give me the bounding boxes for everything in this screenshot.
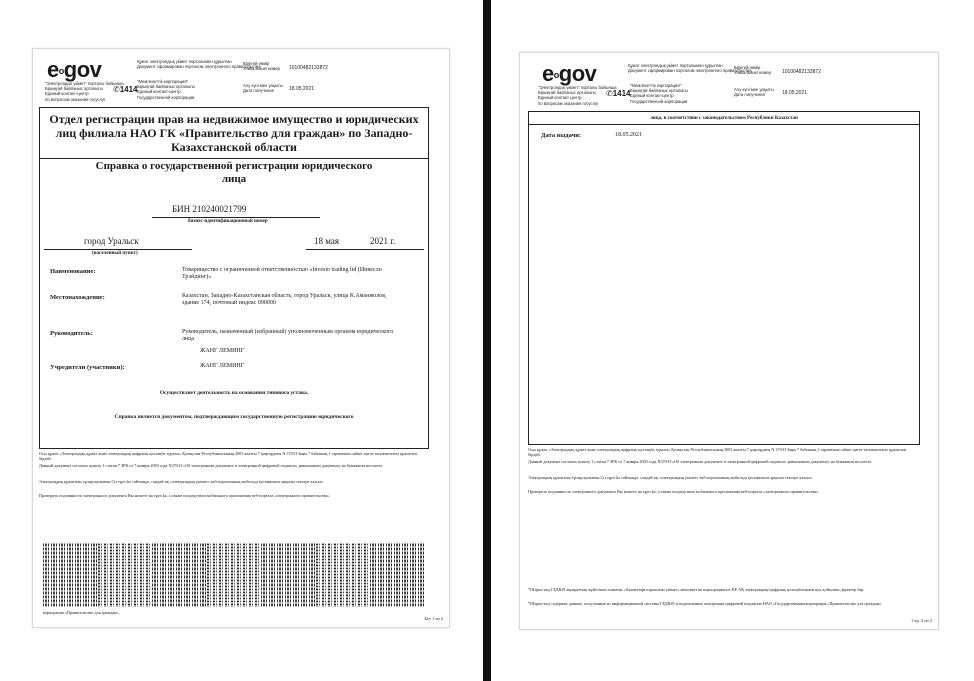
bin-rule: [152, 217, 320, 218]
header-contact-center: "Электрондық үкімет" порталы бойынша Бірыңғай байланыс орталығы Единый контакт-центр по вопросам оказания госуслуг: [538, 85, 617, 106]
footer-barcode-note-kz: *Штрих-код ГБДЮЛ ақпараттық жүйесінен алынған «Азаматтарға арналған үкімет» мемлекеттік корпорациясы» КЕ АҚ электрондық-цифрлық қолтаңбасымен қол қойылған деректер бар.: [528, 587, 865, 592]
footer-verify-ru: Проверить подлинность электронного документа Вы можете на egov.kz, а также посредством мобильного приложения веб-портала «электронного правительства».: [39, 493, 331, 498]
receipt-date-value: 18.05.2021: [782, 90, 808, 96]
footer-corporation: корпорация «Правительство для граждан».: [43, 610, 120, 615]
city-rule: [44, 249, 192, 250]
phone-1414-label: ✆1414: [113, 85, 138, 94]
head-label: Руководитель:: [50, 330, 93, 337]
continued-text: лица, в соответствии с законодательством Республики Казахстан: [650, 116, 798, 121]
page-header: [520, 53, 938, 106]
location-value: Казахстан, Западно-Казахстанская область, город Уральск, улица К.Аманжолов, здание 174, почтовый индекс 090000: [182, 293, 387, 307]
barcode-block: [316, 543, 371, 607]
name-value: Товарищество с ограниченной ответственностью «Invesio trading ltd (Инвесло Трэйдинг)»: [182, 267, 382, 281]
egov-logo: eogov: [47, 57, 102, 82]
date-rule: [306, 249, 424, 250]
issue-year: 2021 г.: [370, 236, 396, 246]
phone-icon: ✆: [606, 89, 613, 98]
page-header: [33, 49, 449, 102]
city-name: город Уральск: [84, 236, 139, 246]
top-rule: [529, 124, 919, 125]
footer-verify-kz: Электрондық құжаттың түпнұсқалығын Сіз egov.kz сайтында, сондай-ақ «электрондық үкімет» веб-порталының мобильді қосымшасы арқылы тексере аласыз.: [528, 475, 813, 480]
certificate-frame: [39, 107, 429, 449]
page-number: Бет 1 из 2: [424, 616, 443, 621]
document-page-2: [519, 52, 939, 630]
egov-logo: eogov: [542, 61, 597, 86]
name-label: Наименование:: [50, 268, 96, 275]
bin-caption: бизнес-идентификационный номер: [188, 219, 268, 224]
unique-number-label: Бірегей нөмір Уникальный номер: [734, 65, 772, 76]
unique-number-value: 10100482133872: [289, 65, 328, 71]
unique-number-value: 10100482133872: [782, 69, 821, 75]
2d-barcode-strip: [43, 543, 425, 607]
footer-legal-kz: Осы құжат «Электрондық құжат және электрондық цифрлық қолтаңба туралы» Қазақстан Республикасының 2003 жылғы 7 қаңтардағы N 370-II Заңы 7 бабының 1 тармағына сәйкес қағаз тасығыштағы құжатпен бірдей.: [528, 447, 906, 458]
department-title: Отдел регистрации прав на недвижимое имущество и юридических лиц филиала НАО ГК «Правительство для граждан» по Западно-Казахстанской области: [49, 112, 419, 154]
header-gov-corp: "Мемлекеттік корпорация" Бірыңғай байланыс орталығы Единый контакт-центр Государственной корпорации: [137, 79, 195, 100]
activity-note: Осуществляет деятельность на основании типового устава.: [159, 390, 309, 396]
founders-name: ЖАНГ ЛЕМИНГ: [200, 363, 245, 369]
footer-verify-ru: Проверить подлинность электронного документа Вы можете на egov.kz, а также посредством мобильного приложения веб-портала «электронного правительства».: [528, 489, 820, 494]
center-divider: [483, 0, 491, 681]
head-value: Руководитель, назначенный (избранный) уполномоченным органом юридического лица: [182, 329, 394, 343]
footer-barcode-note-ru: *Штрих-код содержит данные, полученные из информационной системы ГБДЮЛ и подписанные электронно-цифровой подписью НАО «Государственная корпорация «Правительство для граждан».: [528, 601, 883, 606]
issue-date-label: Дата выдачи:: [541, 132, 582, 139]
footer-verify-kz: Электрондық құжаттың түпнұсқалығын Сіз egov.kz сайтында, сондай-ақ «электрондық үкімет» веб-порталының мобильді қосымшасы арқылы тексере аласыз.: [39, 479, 324, 484]
header-portal-note: Құжат электрондық үкімет порталымен құрылған Документ сформирован порталом электронного правительства: [137, 59, 261, 70]
page-number: Стр. 2 из 2: [911, 618, 932, 623]
barcode-block: [207, 543, 262, 607]
header-gov-corp: "Мемлекеттік корпорация" Бірыңғай байланыс орталығы Единый контакт-центр Государственной корпорации: [630, 83, 688, 104]
founders-label: Учредители (участники):: [50, 364, 125, 371]
phone-1414-label: ✆1414: [606, 89, 631, 98]
receipt-date-label: Алу күні мен уақыты Дата получения: [243, 83, 283, 94]
title-rule: [40, 158, 428, 159]
certificate-title: Справка о государственной регистрации юридического лица: [95, 160, 373, 185]
document-page-1: [32, 48, 450, 628]
barcode-block: [43, 543, 98, 607]
issue-date-value: 18.05.2021: [615, 132, 642, 138]
footer-legal-ru: Данный документ согласно пункту 1 статьи 7 ЗРК от 7 января 2003 года N370-II «Об электронном документе и электронной цифровой подписи» равнозначен документу на бумажном носителе.: [39, 463, 384, 468]
footer-legal-kz: Осы құжат «Электрондық құжат және электрондық цифрлық қолтаңба туралы» Қазақстан Республикасының 2003 жылғы 7 қаңтардағы N 370-II Заңы 7 бабының 1 тармағына сәйкес қағаз тасығыштағы құжатпен бірдей.: [39, 451, 417, 462]
barcode-block: [261, 543, 316, 607]
unique-number-label: Бірегей нөмір Уникальный номер: [243, 61, 281, 72]
header-contact-center: "Электрондық үкімет" порталы бойынша Бірыңғай байланыс орталығы Единый контакт-центр по вопросам оказания госуслуг: [45, 81, 124, 102]
document-note: Справка является документом, подтверждающим государственную регистрацию юридического: [114, 414, 354, 420]
barcode-block: [152, 543, 207, 607]
location-label: Местонахождение:: [50, 294, 105, 301]
certificate-frame: [528, 111, 920, 445]
barcode-block: [370, 543, 425, 607]
receipt-date-value: 18.05.2021: [289, 86, 315, 92]
header-portal-note: Құжат электрондық үкімет порталымен құрылған Документ сформирован порталом электронного правительства: [628, 63, 752, 74]
receipt-date-label: Алу күні мен уақыты Дата получения: [734, 87, 774, 98]
city-caption: (населенный пункт): [92, 251, 138, 256]
barcode-block: [98, 543, 153, 607]
bin-number: БИН 210240021799: [172, 204, 247, 214]
head-name: ЖАНГ ЛЕМИНГ: [200, 348, 245, 354]
phone-icon: ✆: [113, 85, 120, 94]
footer-legal-ru: Данный документ согласно пункту 1 статьи 7 ЗРК от 7 января 2003 года N370-II «Об электронном документе и электронной цифровой подписи» равнозначен документу на бумажном носителе.: [528, 459, 873, 464]
issue-day: 18 мая: [314, 236, 340, 246]
